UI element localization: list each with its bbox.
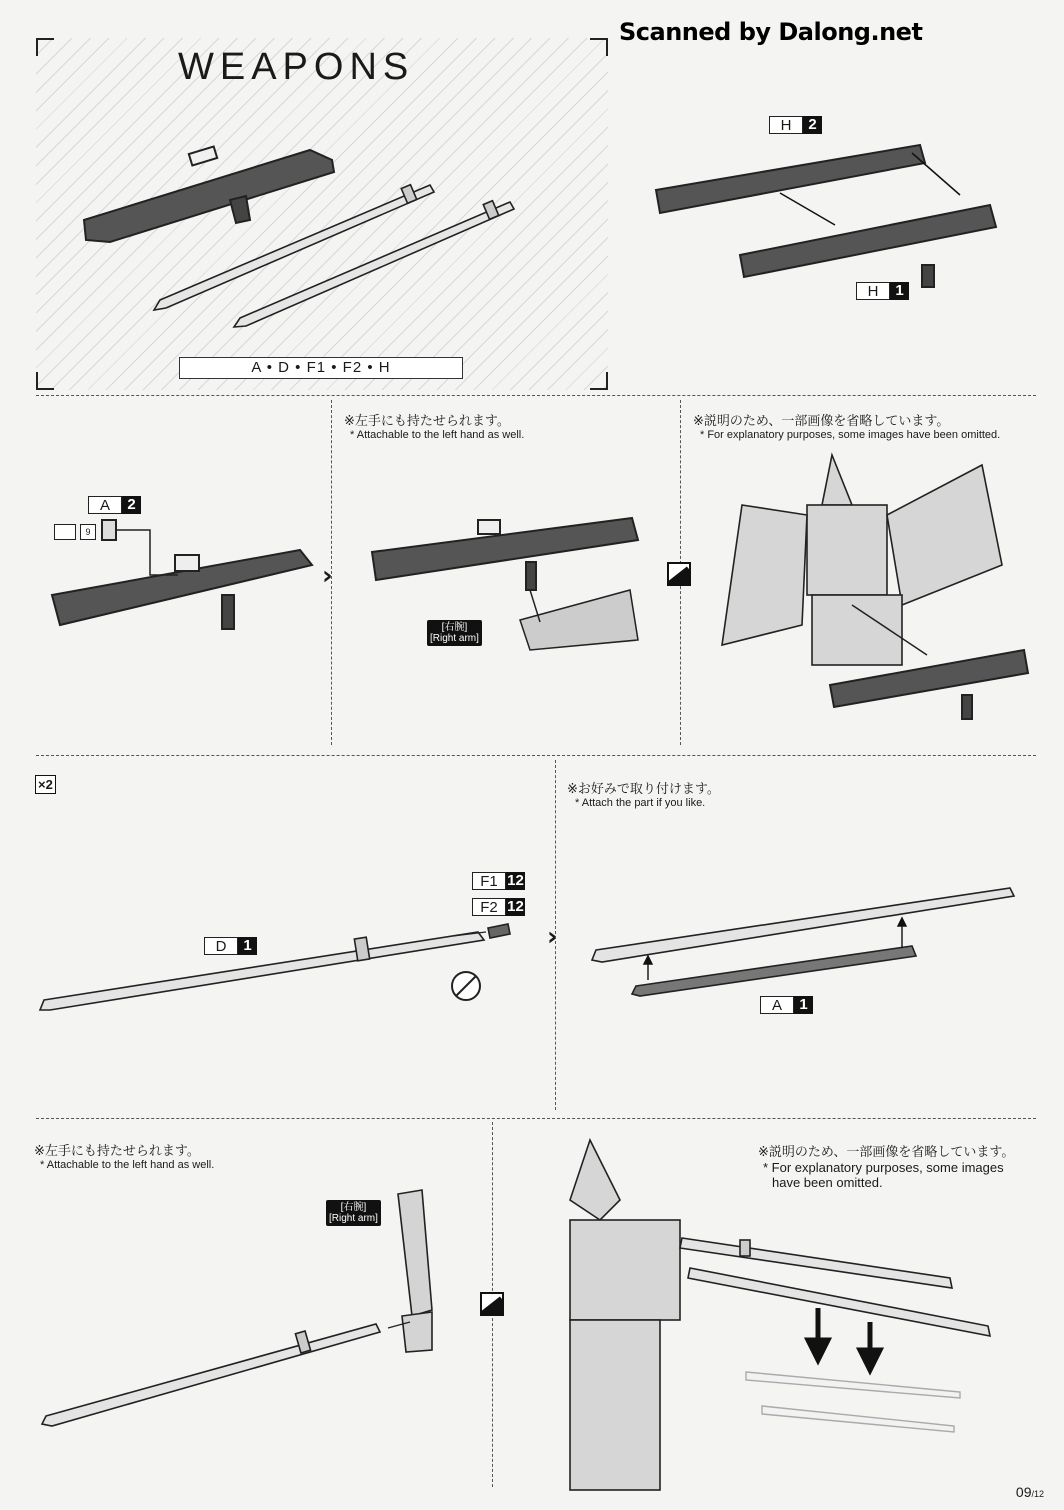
divider [331,400,332,745]
rifle-halves-illustration [650,135,1030,295]
rod-assembly-illustration [38,920,538,1020]
weapons-overview-illustration [70,130,590,340]
omit-note-en: * For explanatory purposes, some images have been omitted. [700,429,1001,441]
part-tag-d1: D 1 [204,937,257,955]
page-number: 09/12 [1015,1484,1044,1500]
part-tag-a2: A 2 [88,496,141,514]
omit-note-en-2b: have been omitted. [772,1175,883,1190]
note-left-hand-jp: ※左手にも持たせられます。 [344,414,510,429]
part-tag-h2: H 2 [769,116,822,134]
note-left-hand-en: * Attachable to the left hand as well. [350,429,525,441]
parts-list: A • D • F1 • F2 • H [179,357,463,379]
rod-right-arm-illustration [40,1190,470,1430]
reference-flag-icon-2 [480,1292,504,1316]
omit-note-jp-2: ※説明のため、一部画像を省略しています。 [758,1145,1015,1160]
part-tag-f2: F2 12 [472,898,525,916]
note-left-hand-jp-2: ※左手にも持たせられます。 [34,1144,200,1159]
divider [555,760,556,1110]
right-arm-label-2: [右腕] [Right arm] [326,1200,381,1226]
gundam-rod-mount-illustration [550,1140,1000,1490]
rifle-right-arm-illustration [370,510,650,660]
quantity-multiplier: ×2 [35,775,56,794]
part-tag-h1: H 1 [856,282,909,300]
rifle-assembly-illustration [50,515,340,645]
optional-note-jp: ※お好みで取り付けます。 [567,782,720,797]
part-tag-a1: A 1 [760,996,813,1014]
step-arrow-icon: › [547,922,558,952]
divider [36,1118,1036,1119]
gundam-rifle-mount-illustration [712,445,1032,725]
divider [36,395,1036,396]
sub-part-number: 9 [80,524,96,540]
optional-note-en: * Attach the part if you like. [575,797,706,809]
omit-note-jp: ※説明のため、一部画像を省略しています。 [693,414,950,429]
rod-rail-illustration [590,880,1020,1000]
right-arm-label: [右腕] [Right arm] [427,620,482,646]
reference-flag-icon [667,562,691,586]
divider [36,755,1036,756]
part-tag-f1: F1 12 [472,872,525,890]
step-arrow-icon: › [322,561,333,591]
scan-credit: Scanned by Dalong.net [619,18,923,46]
omit-note-en-2a: * For explanatory purposes, some images [763,1160,1004,1175]
note-left-hand-en-2: * Attachable to the left hand as well. [40,1159,215,1171]
weapons-title: WEAPONS [178,46,415,88]
